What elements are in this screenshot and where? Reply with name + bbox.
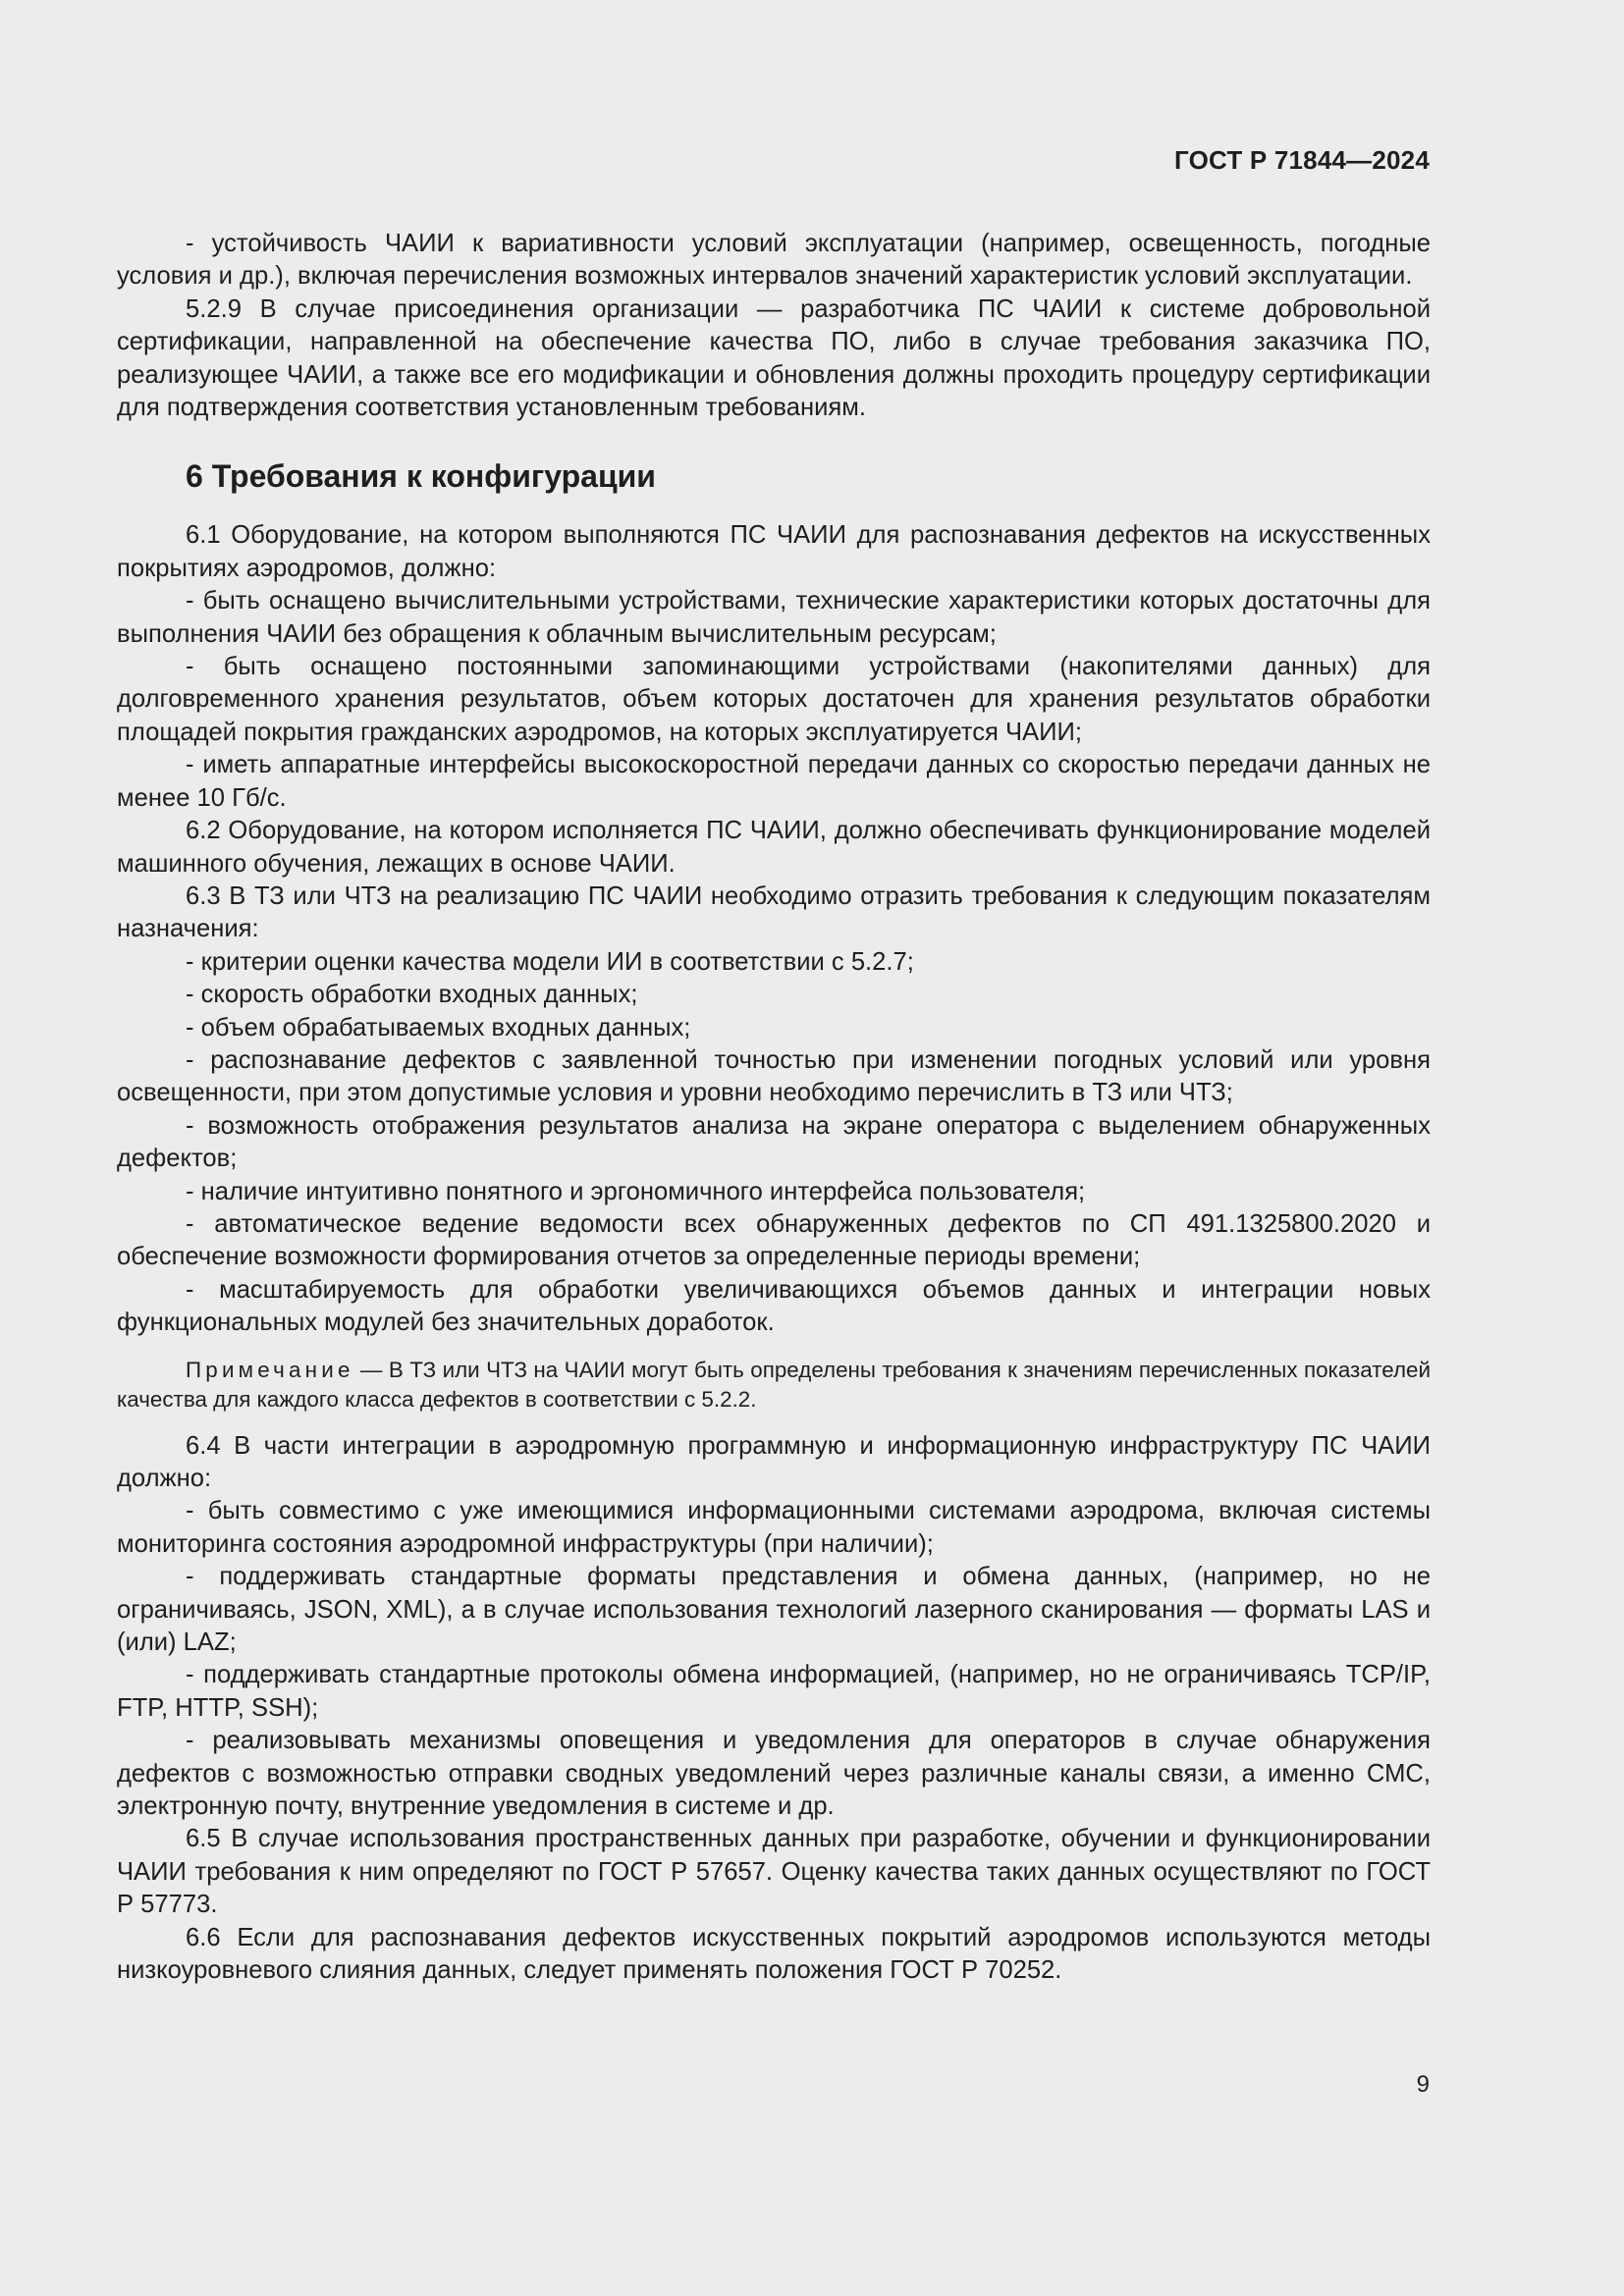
document-code: ГОСТ Р 71844—2024 xyxy=(1174,145,1430,175)
list-item: - распознавание дефектов с заявленной точностью при изменении погодных условий или уровня освещенности, при этом допустимые условия и уровни необходимо перечислить в ТЗ или ЧТЗ; xyxy=(117,1045,1431,1107)
list-item: - автоматическое ведение ведомости всех обнаруженных дефектов по СП 491.1325800.2020 и обеспечение возможности формирования отчетов за определенные периоды времени; xyxy=(117,1209,1431,1271)
list-item: - иметь аппаратные интерфейсы высокоскоростной передачи данных со скоростью передачи данных не менее 10 Гб/с. xyxy=(117,751,1431,812)
list-item: - объем обрабатываемых входных данных; xyxy=(186,1013,691,1041)
section-title: 6 Требования к конфигурации xyxy=(186,458,656,495)
list-item: - быть совместимо с уже имеющимися информационными системами аэродрома, включая системы мониторинга состояния аэродромной инфраструктуры (при наличии); xyxy=(117,1497,1431,1558)
list-item: - скорость обработки входных данных; xyxy=(186,981,638,1009)
note-text: — В ТЗ или ЧТЗ на ЧАИИ могут быть определены требования к значениям перечисленных показателей качества для каждого класса дефектов в соответствии с 5.2.2. xyxy=(117,1357,1431,1412)
list-item: - поддерживать стандартные протоколы обмена информацией, (например, но не ограничиваясь TCP/IP, FTP, HTTP, SSH); xyxy=(117,1661,1431,1722)
page-number: 9 xyxy=(1416,2071,1430,2098)
list-item: - быть оснащено постоянными запоминающими устройствами (накопителями данных) для долговременного хранения результатов, объем которых достаточен для хранения результатов обработки площадей покрытия гражданских аэродромов, на которых эксплуатируется ЧАИИ; xyxy=(117,653,1431,746)
list-item: - устойчивость ЧАИИ к вариативности условий эксплуатации (например, освещенность, погодные условия и др.), включая перечисления возможных интервалов значений характеристик условий эксплуатации. xyxy=(117,230,1431,291)
list-item: - быть оснащено вычислительными устройствами, технические характеристики которых достаточны для выполнения ЧАИИ без обращения к облачным вычислительным ресурсам; xyxy=(117,587,1431,648)
list-item: - наличие интуитивно понятного и эргономичного интерфейса пользователя; xyxy=(186,1177,1086,1205)
list-item: - реализовывать механизмы оповещения и уведомления для операторов в случае обнаружения дефектов с возможностью отправки сводных уведомлений через различные каналы связи, а именно СМС, электронную почту, внутренние уведомления в системе и др. xyxy=(117,1727,1431,1821)
paragraph: 6.3 В ТЗ или ЧТЗ на реализацию ПС ЧАИИ необходимо отразить требования к следующим показателям назначения: xyxy=(117,881,1431,943)
list-item: - поддерживать стандартные форматы представления и обмена данных, (например, но не ограничиваясь, JSON, XML), а в случае использования технологий лазерного сканирования — форматы LAS и (или) LAZ; xyxy=(117,1563,1431,1657)
list-item: - масштабируемость для обработки увеличивающихся объемов данных и интеграции новых функциональных модулей без значительных доработок. xyxy=(117,1275,1431,1337)
list-item: - критерии оценки качества модели ИИ в соответствии с 5.2.7; xyxy=(186,947,914,976)
paragraph: 6.6 Если для распознавания дефектов искусственных покрытий аэродромов используются методы низкоуровневого слияния данных, следует применять положения ГОСТ Р 70252. xyxy=(117,1923,1431,1985)
note xyxy=(117,1356,1431,1415)
list-item: - возможность отображения результатов анализа на экране оператора с выделением обнаруженных дефектов; xyxy=(117,1111,1431,1173)
paragraph: 6.4 В части интеграции в аэродромную программную и информационную инфраструктуру ПС ЧАИИ должно: xyxy=(117,1431,1431,1492)
paragraph: 6.1 Оборудование, на котором выполняются ПС ЧАИИ для распознавания дефектов на искусственных покрытиях аэродромов, должно: xyxy=(117,521,1431,582)
page-content xyxy=(117,228,1431,1988)
paragraph: 6.2 Оборудование, на котором исполняется ПС ЧАИИ, должно обеспечивать функционирование моделей машинного обучения, лежащих в основе ЧАИИ. xyxy=(117,817,1431,878)
note-label: Примечание xyxy=(186,1357,354,1382)
paragraph: 5.2.9 В случае присоединения организации — разработчика ПС ЧАИИ к системе добровольной сертификации, направленной на обеспечение качества ПО, либо в случае требования заказчика ПО, реализующее ЧАИИ, а также все его модификации и обновления должны проходить процедуру сертификации для подтверждения соответствия установленным требованиям. xyxy=(117,294,1431,422)
paragraph: 6.5 В случае использования пространственных данных при разработке, обучении и функционировании ЧАИИ требования к ним определяют по ГОСТ Р 57657. Оценку качества таких данных осуществляют по ГОСТ Р 57773. xyxy=(117,1825,1431,1919)
